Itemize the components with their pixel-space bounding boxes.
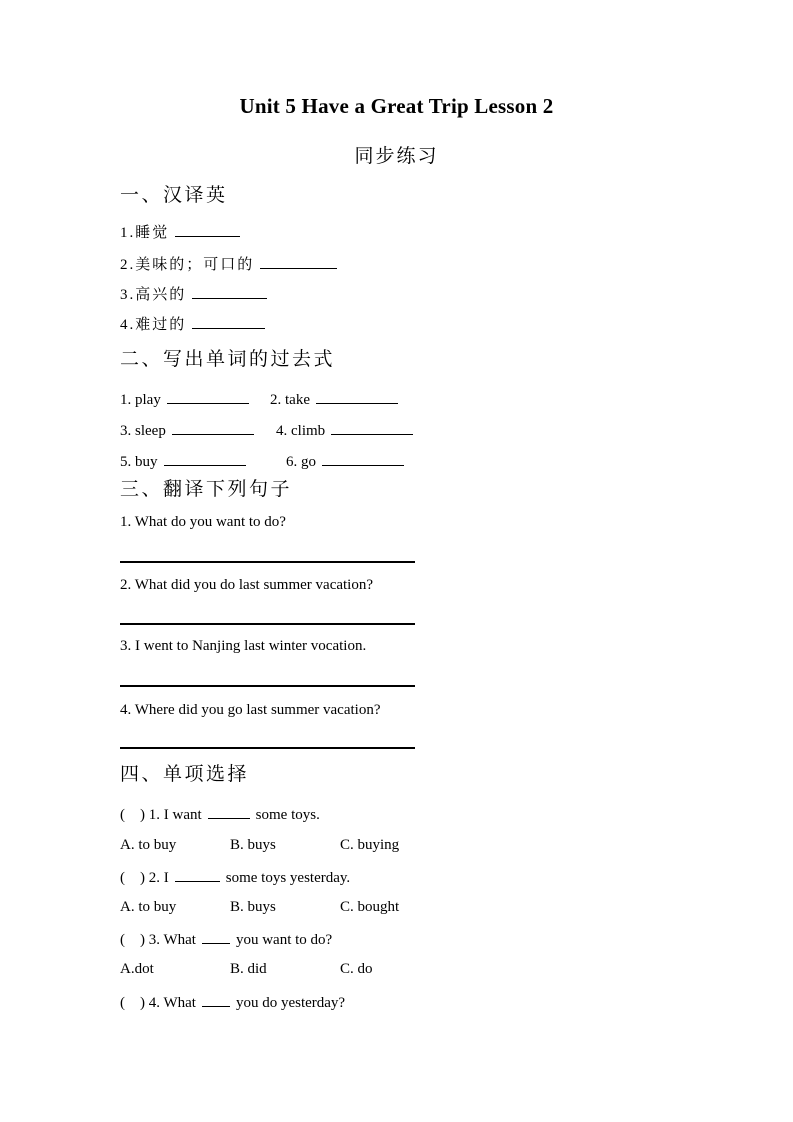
past-tense-row xyxy=(120,450,540,470)
verb-answer-blank xyxy=(331,419,413,435)
mc-answer-blank xyxy=(202,991,230,1007)
mc-options-row xyxy=(120,835,520,855)
mc-options-row xyxy=(120,897,520,917)
mc-question xyxy=(120,928,332,950)
cn-word-label: 4.难过的 xyxy=(120,317,187,333)
mc-question xyxy=(120,991,345,1013)
page-title: Unit 5 Have a Great Trip Lesson 2 xyxy=(239,94,554,118)
cn-word-item xyxy=(120,283,273,305)
past-tense-row xyxy=(120,388,540,408)
mc-question xyxy=(120,803,320,825)
mc-question-prefix: ( ) 4. What xyxy=(120,995,196,1011)
word-answer-blank xyxy=(260,253,337,269)
translation-sentence: 2. What did you do last summer vacation? xyxy=(120,577,374,593)
cn-word-label: 2.美味的；可口的 xyxy=(120,257,255,273)
mc-options-row xyxy=(120,959,520,979)
mc-question-suffix: you want to do? xyxy=(235,932,333,948)
answer-line xyxy=(120,561,415,563)
cn-word-item xyxy=(120,253,343,275)
mc-answer-blank xyxy=(208,803,250,819)
cn-word-label: 1.睡觉 xyxy=(120,225,170,241)
mc-option: A.dot xyxy=(120,961,154,977)
mc-answer-blank xyxy=(175,866,220,882)
mc-question-suffix: some toys yesterday. xyxy=(225,870,351,886)
translation-sentence: 1. What do you want to do? xyxy=(120,514,286,530)
cn-word-item xyxy=(120,221,246,243)
translation-sentence: 3. I went to Nanjing last winter vocation. xyxy=(120,638,367,654)
past-tense-item xyxy=(286,450,410,472)
section3-heading: 三、翻译下列句子 xyxy=(120,479,293,500)
verb-answer-blank xyxy=(322,450,404,466)
word-answer-blank xyxy=(192,283,267,299)
mc-question xyxy=(120,866,350,888)
mc-option: C. buying xyxy=(340,837,400,853)
verb-label: 2. take xyxy=(270,392,310,408)
answer-line xyxy=(120,747,415,749)
verb-answer-blank xyxy=(316,388,398,404)
answer-line xyxy=(120,685,415,687)
mc-option: A. to buy xyxy=(120,899,177,915)
answer-line xyxy=(120,623,415,625)
verb-label: 6. go xyxy=(286,454,316,470)
word-answer-blank xyxy=(192,313,265,329)
verb-label: 4. climb xyxy=(276,423,326,439)
word-answer-blank xyxy=(175,221,240,237)
verb-answer-blank xyxy=(167,388,249,404)
past-tense-item xyxy=(120,450,252,472)
mc-option: C. bought xyxy=(340,899,400,915)
cn-word-item xyxy=(120,313,271,335)
mc-option: C. do xyxy=(340,961,373,977)
past-tense-item xyxy=(276,419,419,441)
verb-label: 1. play xyxy=(120,392,161,408)
past-tense-item xyxy=(120,388,255,410)
cn-word-label: 3.高兴的 xyxy=(120,287,187,303)
past-tense-item xyxy=(270,388,404,410)
past-tense-item xyxy=(120,419,260,441)
section4-heading: 四、单项选择 xyxy=(120,764,250,785)
translation-sentence: 4. Where did you go last summer vacation? xyxy=(120,702,381,718)
mc-option: B. buys xyxy=(230,899,276,915)
page-subtitle: 同步练习 xyxy=(354,146,439,167)
section2-heading: 二、写出单词的过去式 xyxy=(120,349,336,370)
mc-option: B. buys xyxy=(230,837,276,853)
verb-label: 3. sleep xyxy=(120,423,166,439)
verb-label: 5. buy xyxy=(120,454,158,470)
section1-heading: 一、汉译英 xyxy=(120,185,228,206)
mc-answer-blank xyxy=(202,928,230,944)
mc-question-suffix: some toys. xyxy=(255,807,320,823)
mc-option: B. did xyxy=(230,961,267,977)
verb-answer-blank xyxy=(164,450,246,466)
mc-question-prefix: ( ) 1. I want xyxy=(120,807,202,823)
mc-question-suffix: you do yesterday? xyxy=(235,995,346,1011)
mc-question-prefix: ( ) 2. I xyxy=(120,870,169,886)
mc-option: A. to buy xyxy=(120,837,177,853)
past-tense-row xyxy=(120,419,540,439)
verb-answer-blank xyxy=(172,419,254,435)
mc-question-prefix: ( ) 3. What xyxy=(120,932,196,948)
